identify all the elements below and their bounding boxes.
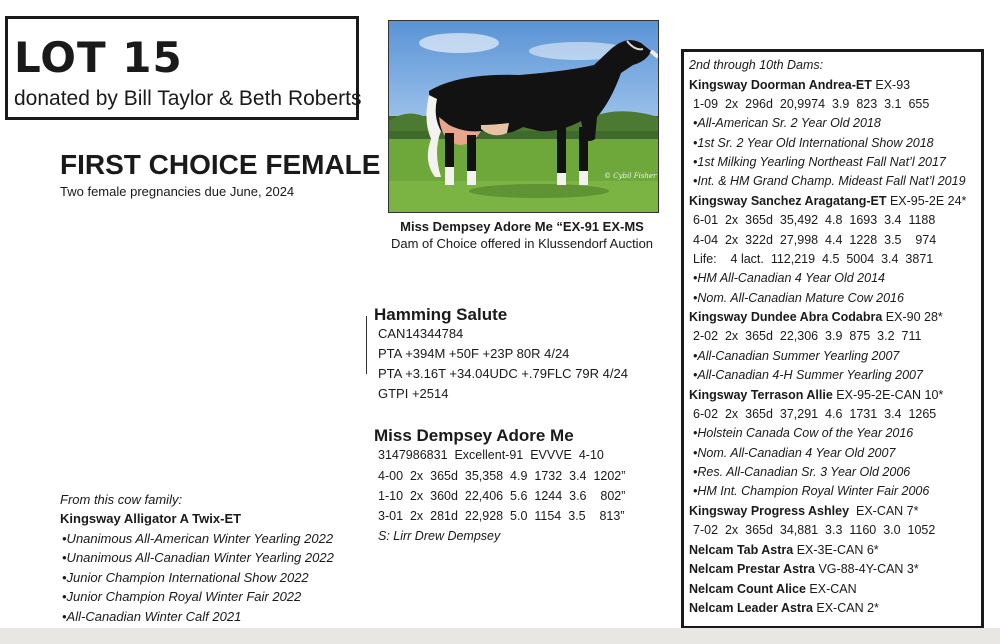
dam-entry-award: •All-Canadian Summer Yearling 2007 (693, 349, 900, 363)
sire-line: CAN14344784 (378, 326, 464, 341)
dam-entry-name: Kingsway Progress Ashley (689, 504, 850, 518)
dam-entry-award: •1st Milking Yearling Northeast Fall Nat’l 2017 (693, 155, 946, 169)
dam-entry-award: •All-Canadian 4-H Summer Yearling 2007 (693, 368, 923, 382)
dam-entry-class: EX-CAN 7* (849, 504, 919, 518)
dam-entry-class: VG-88-4Y-CAN 3* (815, 562, 919, 576)
offer-subtitle: Two female pregnancies due June, 2024 (60, 184, 295, 199)
dam-entry-record: 7-02 2x 365d 34,881 3.3 1160 3.0 1052 (693, 523, 936, 537)
sire-line: PTA +394M +50F +23P 80R 4/24 (378, 346, 570, 361)
sire-line: PTA +3.16T +34.04UDC +.79FLC 79R 4/24 (378, 366, 628, 381)
dam-entry-class: EX-CAN 2* (812, 601, 879, 615)
dam-entry-class: EX-93 (871, 78, 911, 92)
dam-entry-name: Nelcam Tab Astra (689, 543, 794, 557)
family-award: •Unanimous All-American Winter Yearling 2022 (62, 531, 334, 546)
dam-entry-class: EX-90 28* (882, 310, 943, 324)
dam-entry (689, 502, 919, 521)
dam-entry (689, 599, 879, 618)
family-award: •Junior Champion Royal Winter Fair 2022 (62, 589, 302, 604)
dam-entry-name: Kingsway Sanchez Aragatang-ET (689, 194, 887, 208)
dam-entry-record: 4-04 2x 322d 27,998 4.4 1228 3.5 974 (693, 233, 937, 247)
bottom-texture (0, 628, 1000, 644)
dams-heading: 2nd through 10th Dams: (689, 58, 824, 72)
dam-entry-award: •1st Sr. 2 Year Old International Show 2018 (693, 136, 934, 150)
dam-entry-award: •Holstein Canada Cow of the Year 2016 (693, 426, 914, 440)
dam-entry (689, 541, 879, 560)
dam-line: 3147986831 Excellent-91 EVVVE 4-10 (378, 448, 604, 462)
dam-entry-class: EX-95-2E-CAN 10* (832, 388, 944, 402)
dam-entry-name: Kingsway Doorman Andrea-ET (689, 78, 872, 92)
dam-entry-award: •Res. All-Canadian Sr. 3 Year Old 2006 (693, 465, 911, 479)
dam-entry-award: •Nom. All-Canadian 4 Year Old 2007 (693, 446, 896, 460)
dam-entry-record: 6-02 2x 365d 37,291 4.6 1731 3.4 1265 (693, 407, 937, 421)
lot-donor: donated by Bill Taylor & Beth Roberts (14, 87, 362, 110)
family-award: •All-Canadian Winter Calf 2021 (62, 609, 242, 624)
dam-entry-record: 1-09 2x 296d 20,9974 3.9 823 3.1 655 (693, 97, 930, 111)
family-heading: From this cow family: (60, 492, 183, 507)
dam-entry (689, 76, 910, 95)
sire-line: GTPI +2514 (378, 386, 449, 401)
dam-entry-award: •HM All-Canadian 4 Year Old 2014 (693, 271, 885, 285)
dam-entry-class: EX-CAN (805, 582, 857, 596)
dam-entry (689, 192, 966, 211)
family-award: •Junior Champion International Show 2022 (62, 570, 309, 585)
photo-caption-text: Dam of Choice offered in Klussendorf Auction (390, 236, 654, 251)
dam-entry-name: Nelcam Prestar Astra (689, 562, 815, 576)
lot-title: LOT 15 (14, 33, 183, 82)
dam-entry-award: •All-American Sr. 2 Year Old 2018 (693, 116, 881, 130)
dam-entry-class: EX-3E-CAN 6* (793, 543, 879, 557)
dam-entry-class: EX-95-2E 24* (886, 194, 967, 208)
dam-record: 3-01 2x 281d 22,928 5.0 1154 3.5 813” (378, 509, 625, 523)
dam-entry-name: Nelcam Leader Astra (689, 601, 813, 615)
dam-entry-name: Nelcam Count Alice (689, 582, 806, 596)
family-cow-name: Kingsway Alligator A Twix-ET (60, 511, 242, 526)
photo-caption-title: Miss Dempsey Adore Me “EX-91 EX-MS (400, 219, 644, 234)
dam-entry-award: •Int. & HM Grand Champ. Mideast Fall Nat’l 2019 (693, 174, 966, 188)
dam-entry-award: •Nom. All-Canadian Mature Cow 2016 (693, 291, 904, 305)
dam-entry-record: Life: 4 lact. 112,219 4.5 5004 3.4 3871 (693, 252, 934, 266)
cow-photo-image (389, 21, 658, 212)
dam-sire: S: Lirr Drew Dempsey (378, 529, 501, 543)
sire-name: Hamming Salute (374, 305, 508, 324)
sire-divider (366, 316, 367, 374)
dam-entry-record: 6-01 2x 365d 35,492 4.8 1693 3.4 1188 (693, 213, 936, 227)
dam-entry-name: Kingsway Dundee Abra Codabra (689, 310, 883, 324)
dam-record: 1-10 2x 360d 22,406 5.6 1244 3.6 802” (378, 489, 626, 503)
dam-entry (689, 580, 857, 599)
dam-record: 4-00 2x 365d 35,358 4.9 1732 3.4 1202” (378, 469, 626, 483)
family-award: •Unanimous All-Canadian Winter Yearling 2022 (62, 550, 334, 565)
offer-title: FIRST CHOICE FEMALE (60, 149, 381, 180)
dam-entry-award: •HM Int. Champion Royal Winter Fair 2006 (693, 484, 930, 498)
dam-entry-name: Kingsway Terrason Allie (689, 388, 833, 402)
dam-entry (689, 308, 943, 327)
dam-entry (689, 560, 919, 579)
photo-watermark: © Cybil Fisher (604, 172, 657, 180)
cow-photo (388, 20, 659, 213)
dam-entry-record: 2-02 2x 365d 22,306 3.9 875 3.2 711 (693, 329, 922, 343)
photo-caption (390, 218, 654, 252)
dam-entry (689, 386, 943, 405)
dam-name: Miss Dempsey Adore Me (374, 426, 574, 445)
